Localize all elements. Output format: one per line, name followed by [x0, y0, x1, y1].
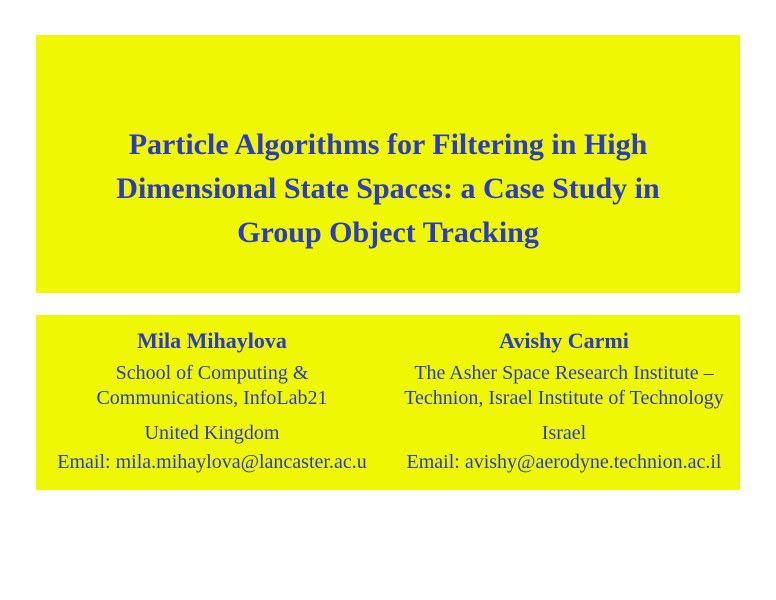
author-name: Avishy Carmi: [499, 328, 629, 353]
affiliation-line-1: The Asher Space Research Institute –: [414, 362, 714, 384]
authors-panel: [36, 315, 740, 490]
slide-title: [36, 35, 740, 255]
title-panel: [36, 35, 740, 293]
affiliation-line-2: Technion, Israel Institute of Technology: [404, 387, 724, 409]
author-block-right: [388, 315, 740, 490]
title-line-1: Particle Algorithms for Filtering in High: [128, 128, 648, 161]
title-line-2: Dimensional State Spaces: a Case Study in: [116, 172, 660, 205]
affiliation-line-1: School of Computing &: [115, 362, 309, 384]
author-affiliation: [388, 361, 740, 411]
author-country: United Kingdom: [144, 422, 280, 444]
title-line-3: Group Object Tracking: [237, 216, 539, 249]
author-affiliation: [36, 361, 388, 411]
affiliation-line-2: Communications, InfoLab21: [96, 387, 328, 409]
author-block-left: [36, 315, 388, 490]
author-email: Email: mila.mihaylova@lancaster.ac.u: [57, 451, 367, 473]
author-email: Email: avishy@aerodyne.technion.ac.il: [406, 451, 722, 473]
author-country: Israel: [541, 422, 587, 444]
author-name: Mila Mihaylova: [137, 328, 287, 353]
